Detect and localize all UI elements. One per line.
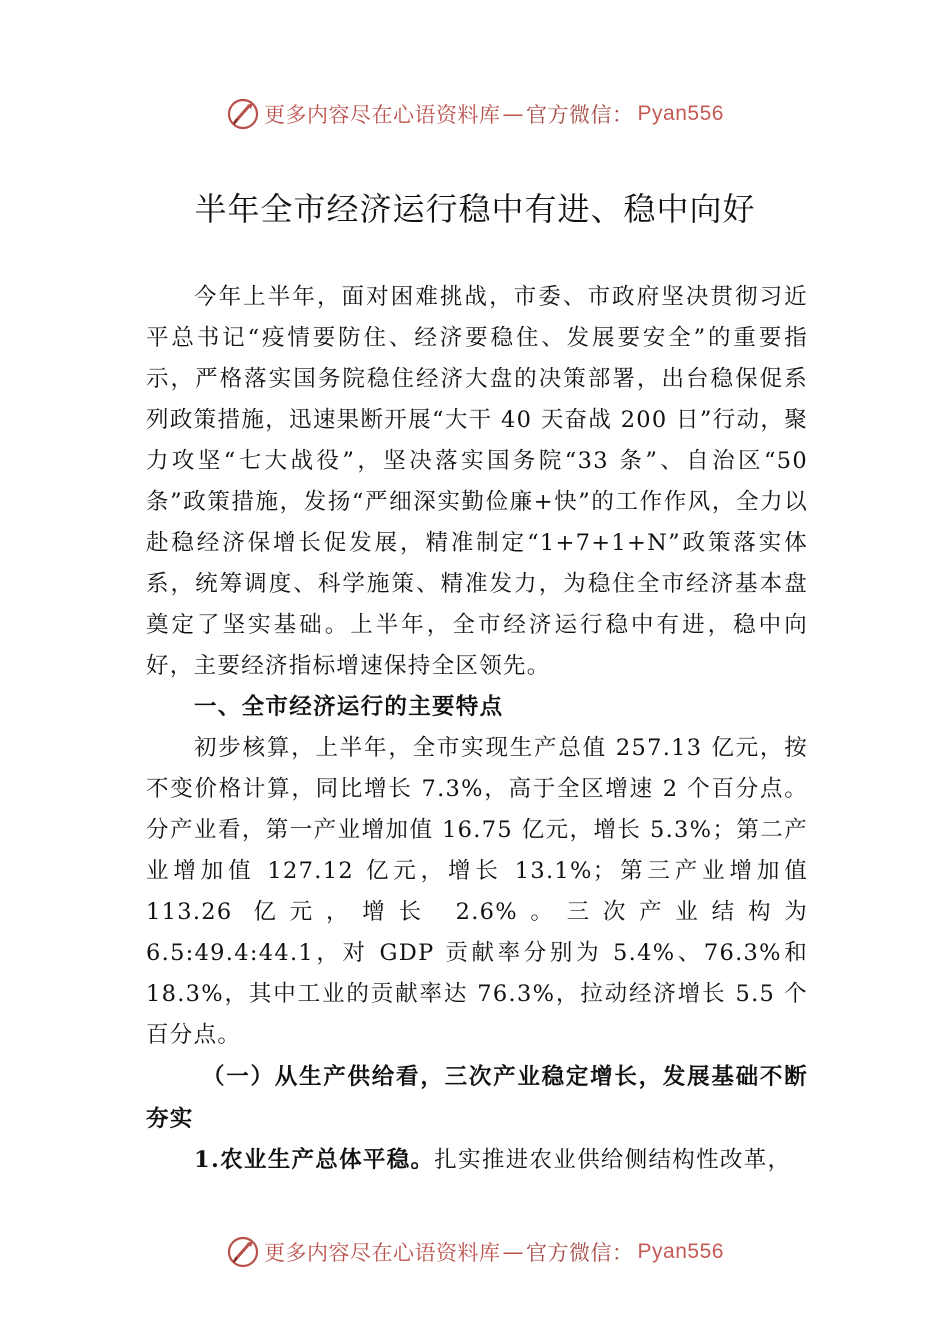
item1-label: 1.农业生产总体平稳。	[194, 1147, 435, 1173]
section1-paragraph: 初步核算，上半年，全市实现生产总值 257.13 亿元，按不变价格计算，同比增长 7.3%，高于全区增速 2 个百分点。分产业看，第一产业增加值 16.75 亿元，增长 5.3%；第二产业增加值 127.12 亿元，增长 13.1%；第三产业增加值 113.26 亿元，增长 2.6%。三次产业结构为 6.5:49.4:44.1，对 GDP 贡献率分别为 5.4%、76.3%和 18.3%，其中工业的贡献率达 76.3%，拉动经济增长 5.5 个百分点。	[146, 735, 808, 1048]
pen-seal-logo-icon	[226, 1235, 260, 1269]
watermark-account: Pyan556	[637, 102, 724, 125]
watermark-brand: 更多内容尽在心语资料库	[264, 1241, 501, 1265]
pen-seal-logo-icon	[226, 97, 260, 131]
watermark-separator: —	[502, 1240, 525, 1264]
item1-paragraph	[146, 1140, 808, 1181]
subsection1-heading: （一）从生产供给看，三次产业稳定增长，发展基础不断夯实	[146, 1064, 808, 1132]
document-title: 半年全市经济运行稳中有进、稳中向好	[194, 190, 756, 228]
watermark-official-label: 官方微信：	[526, 103, 634, 127]
item1-text: 扎实推进农业供给侧结构性改革，	[434, 1147, 792, 1173]
intro-paragraph: 今年上半年，面对困难挑战，市委、市政府坚决贯彻习近平总书记“疫情要防住、经济要稳住、发展要安全”的重要指示，严格落实国务院稳住经济大盘的决策部署，出台稳保促系列政策措施，迅速果断开展“大干 40 天奋战 200 日”行动，聚力攻坚“七大战役”，坚决落实国务院“33 条”、自治区“50 条”政策措施，发扬“严细深实勤俭廉+快”的工作作风，全力以赴稳经济保增长促发展，精准制定“1+7+1+N”政策落实体系，统筹调度、科学施策、精准发力，为稳住全市经济基本盘奠定了坚实基础。上半年，全市经济运行稳中有进，稳中向好，主要经济指标增速保持全区领先。	[146, 284, 808, 679]
watermark-official-label: 官方微信：	[526, 1241, 634, 1265]
watermark-separator: —	[502, 102, 525, 126]
watermark-brand: 更多内容尽在心语资料库	[264, 103, 501, 127]
footer-watermark	[0, 1234, 950, 1270]
header-watermark	[0, 96, 950, 132]
document-body	[146, 277, 808, 1181]
section1-heading: 一、全市经济运行的主要特点	[194, 694, 504, 720]
watermark-account: Pyan556	[637, 1240, 724, 1263]
